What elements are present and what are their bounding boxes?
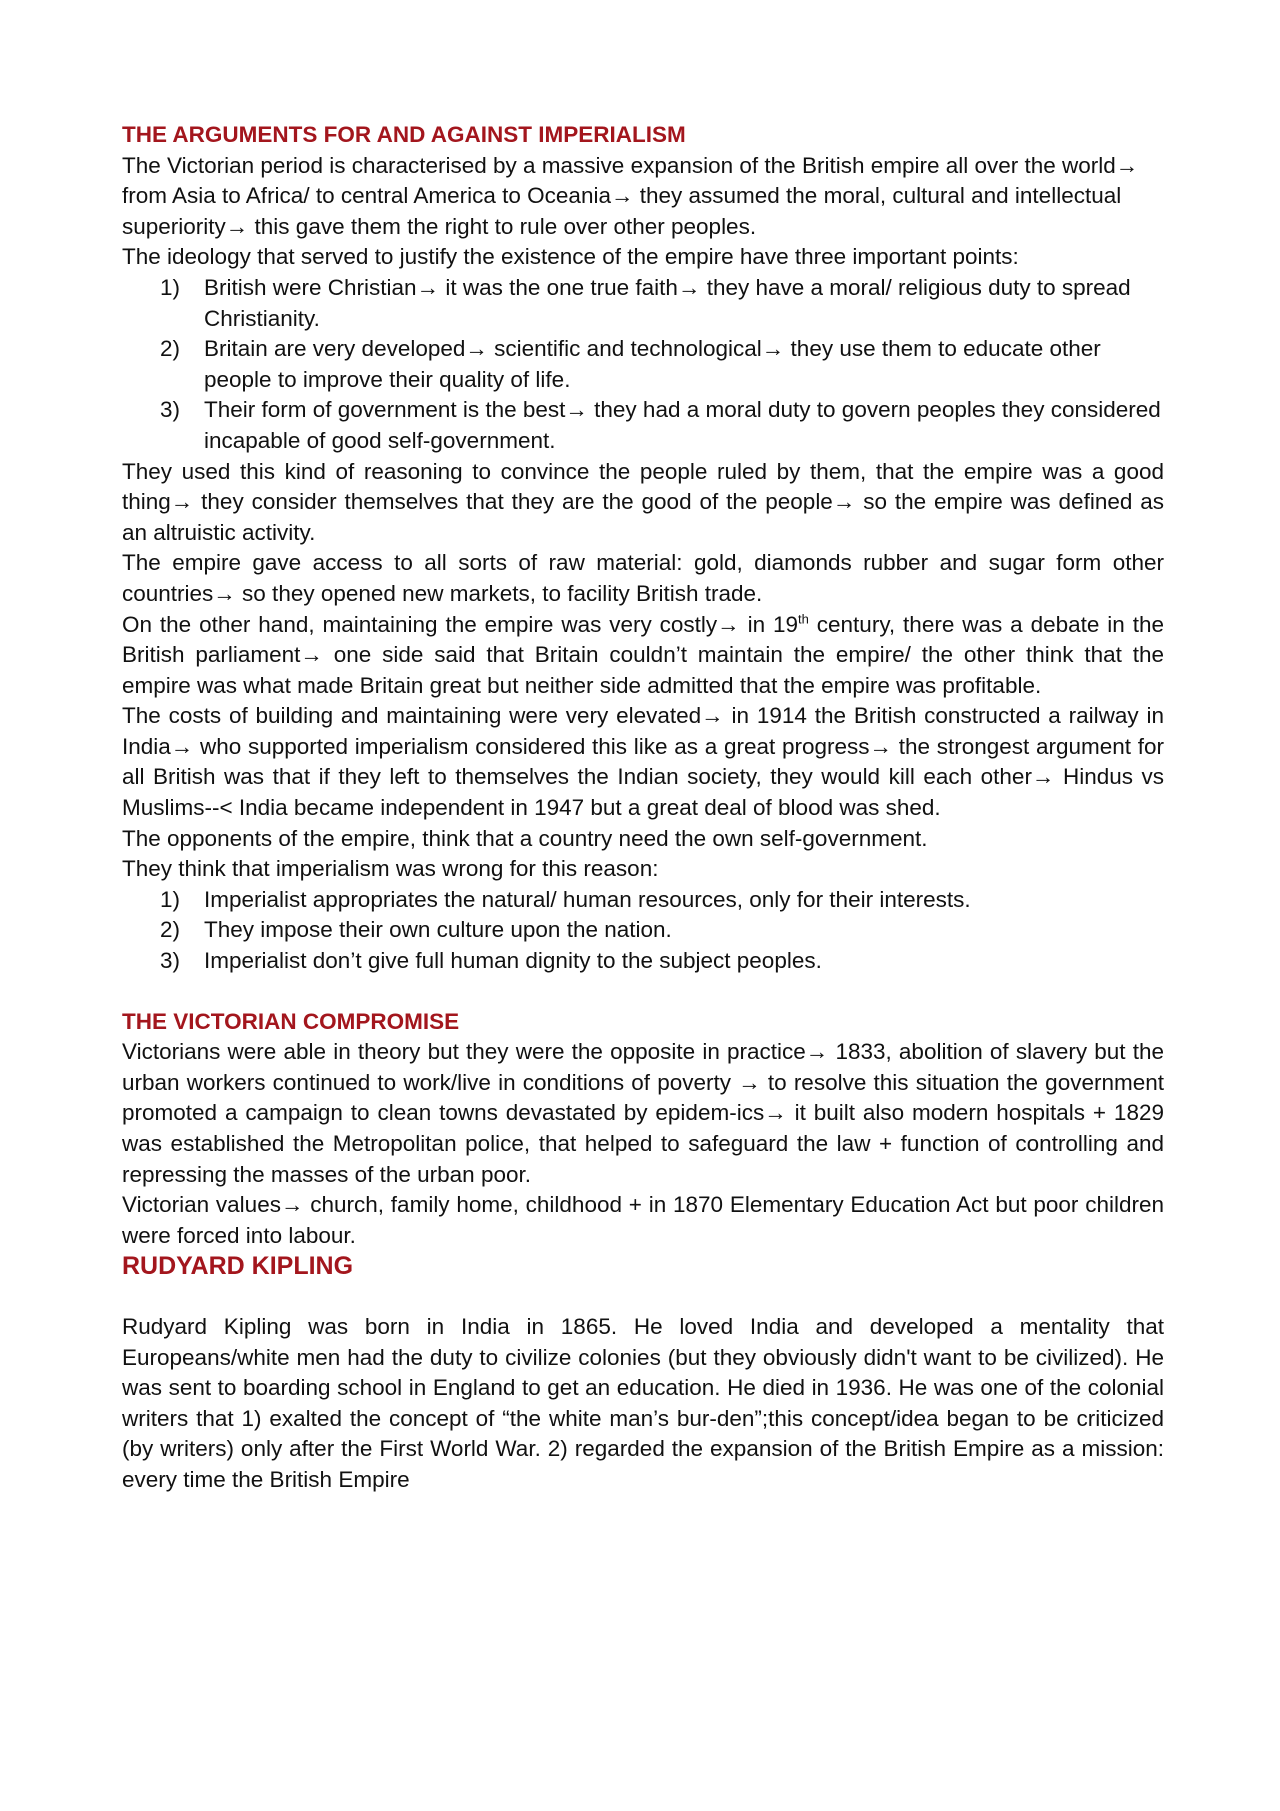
list-item: [122, 334, 1164, 395]
list-item-text: Imperialist appropriates the natural/ human resources, only for their interests.: [204, 886, 971, 912]
paragraph-5-text-start: On the other hand, maintaining the empire was very costly→ in 19: [122, 611, 799, 637]
imperialism-paragraph-5: [122, 610, 1164, 702]
section-spacer: [122, 977, 1164, 1007]
list-item-text: Their form of government is the best→ they had a moral duty to govern peoples they considered incapable of good self-government.: [204, 397, 1161, 453]
list-item-text: Britain are very developed→ scientific and technological→ they use them to educate other people to improve their quality of life.: [204, 336, 1101, 392]
compromise-paragraph-1: Victorians were able in theory but they were the opposite in practice→ 1833, abolition of slavery but the urban workers continued to work/live in conditions of poverty → to resolve this situation the government promoted a campaign to clean towns devastated by epidem-ics→ it built also modern hospitals + 1829 was established the Metropolitan police, that helped to safeguard the law + function of controlling and repressing the masses of the urban poor.: [122, 1039, 1164, 1187]
opposition-reasons-list: [122, 885, 1164, 977]
kipling-paragraph-1: Rudyard Kipling was born in India in 1865. He loved India and developed a mentality that Europeans/white men had the duty to civilize colonies (but they obviously didn't want to be civilized). He was sent to boarding school in England to get an education. He died in 1936. He was one of the colonial writers that 1) exalted the concept of “the white man’s bur-den”;this concept/idea began to be criticized (by writers) only after the First World War. 2) regarded the expansion of the British Empire as a mission: every time the British Empire: [122, 1313, 1164, 1492]
ordinal-suffix: th: [798, 611, 809, 626]
compromise-paragraph-2: Victorian values→ church, family home, childhood + in 1870 Elementary Education Act but poor children were forced into labour.: [122, 1192, 1164, 1248]
ideology-points-list: [122, 273, 1164, 457]
list-item-number: 2): [160, 917, 181, 943]
imperialism-paragraph-2: The ideology that served to justify the existence of the empire have three important points:: [122, 244, 1019, 270]
imperialism-paragraph-8: They think that imperialism was wrong for this reason:: [122, 856, 659, 882]
list-item: [122, 946, 1164, 977]
list-item: [122, 885, 1164, 916]
imperialism-paragraph-6: The costs of building and maintaining were very elevated→ in 1914 the British constructed a railway in India→ who supported imperialism considered this like as a great progress→ the strongest argument for all British was that if they left to themselves the Indian society, they would kill each other→ Hindus vs Muslims--< India became independent in 1947 but a great deal of blood was shed.: [122, 703, 1164, 821]
paragraph-5-text-end: century, there was a debate in the British parliament→ one side said that Britain couldn’t maintain the empire/ the other think that the empire was what made Britain great but neither side admitted that the empire was profitable.: [122, 611, 1164, 698]
list-item-number: 1): [160, 886, 181, 912]
list-item-text: British were Christian→ it was the one true faith→ they have a moral/ religious duty to spread Christianity.: [204, 274, 1131, 331]
imperialism-paragraph-7: The opponents of the empire, think that a country need the own self-government.: [122, 825, 928, 851]
list-item-number: 3): [160, 948, 181, 974]
list-item-text: Imperialist don’t give full human dignity to the subject peoples.: [204, 948, 822, 974]
list-item: [122, 915, 1164, 946]
imperialism-paragraph-4: The empire gave access to all sorts of raw material: gold, diamonds rubber and sugar form other countries→ so they opened new markets, to facility British trade.: [122, 550, 1164, 606]
section-spacer: [122, 1282, 1164, 1312]
list-item-number: 3): [160, 397, 181, 423]
section-title-imperialism: THE ARGUMENTS FOR AND AGAINST IMPERIALISM: [122, 122, 686, 147]
section-title-kipling: RUDYARD KIPLING: [122, 1252, 354, 1281]
list-item-number: 2): [160, 336, 181, 362]
list-item: [122, 273, 1164, 334]
imperialism-paragraph-3: They used this kind of reasoning to convince the people ruled by them, that the empire was a good thing→ they consider themselves that they are the good of the people→ so the empire was defined as an altruistic activity.: [122, 458, 1164, 545]
section-title-compromise: THE VICTORIAN COMPROMISE: [122, 1008, 460, 1034]
list-item: [122, 395, 1164, 456]
document-page: [122, 120, 1164, 1496]
list-item-number: 1): [160, 274, 181, 300]
imperialism-paragraph-1: The Victorian period is characterised by a massive expansion of the British empire all over the world→ from Asia to Africa/ to central America to Oceania→ they assumed the moral, cultural and intellectual superiority→ this gave them the right to rule over other peoples.: [122, 152, 1139, 239]
list-item-text: They impose their own culture upon the nation.: [204, 917, 672, 943]
